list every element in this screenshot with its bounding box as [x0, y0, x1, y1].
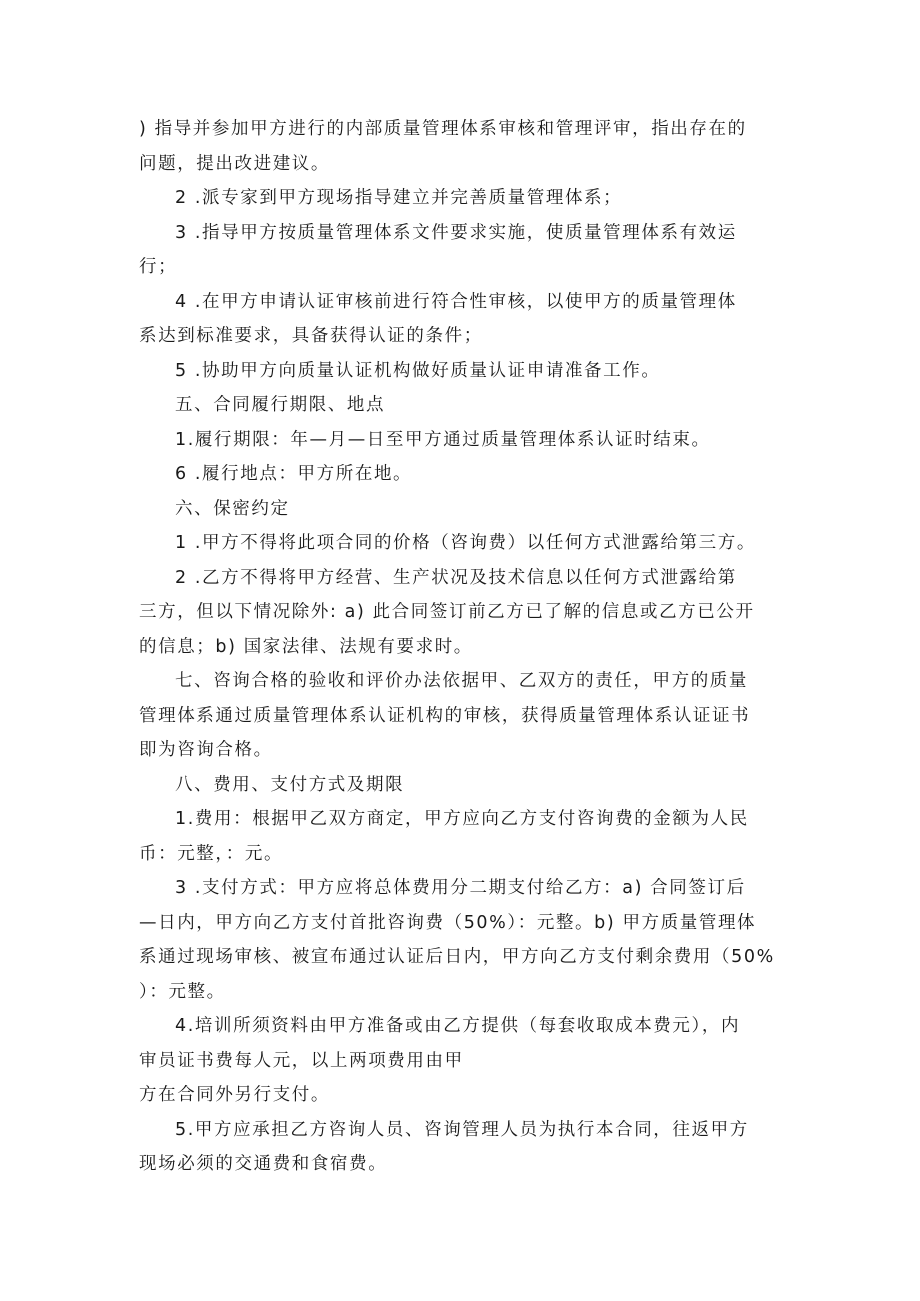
text-line: 六、保密约定 — [175, 498, 290, 519]
text-line: 的信息；b) 国家法律、法规有要求时。 — [139, 636, 473, 657]
text-line: —日内，甲方向乙方支付首批咨询费（50%）：元整。b) 甲方质量管理体 — [139, 912, 757, 933]
paragraph-p14 — [139, 802, 789, 871]
text-line: 4.培训所须资料由甲方准备或由乙方提供（每套收取成本费元），内 — [175, 1016, 741, 1036]
text-line: 1.履行期限：年—月—日至甲方通过质量管理体系认证时结束。 — [175, 429, 711, 450]
paragraph-p1 — [139, 112, 789, 181]
paragraph-p16 — [139, 1009, 789, 1113]
paragraph-p15 — [139, 871, 789, 1009]
paragraph-p12 — [139, 664, 789, 768]
text-line: 问题，提出改进建议。 — [139, 153, 330, 174]
text-line: 系达到标准要求，具备获得认证的条件； — [139, 326, 483, 346]
text-line: 八、费用、支付方式及期限 — [175, 774, 405, 795]
text-line: 现场必须的交通费和食宿费。 — [139, 1154, 388, 1174]
text-line: 5.甲方应承担乙方咨询人员、咨询管理人员为执行本合同，往返甲方 — [175, 1119, 749, 1140]
text-line: 1 .甲方不得将此项合同的价格（咨询费）以任何方式泄露给第三方。 — [175, 533, 756, 553]
text-line: 五、合同履行期限、地点 — [175, 395, 386, 415]
text-line: 3 .支付方式：甲方应将总体费用分二期支付给乙方：a) 合同签订后 — [175, 878, 746, 898]
text-line: 系通过现场审核、被宣布通过认证后日内，甲方向乙方支付剩余费用（50% — [139, 947, 775, 967]
paragraph-p4 — [139, 285, 789, 354]
text-line: 3 .指导甲方按质量管理体系文件要求实施，使质量管理体系有效运 — [175, 222, 737, 243]
text-line: 七、咨询合格的验收和评价办法依据甲、乙双方的责任，甲方的质量 — [175, 671, 748, 691]
text-line: 币：元整，：元。 — [139, 843, 284, 864]
text-line: ) 指导并参加甲方进行的内部质量管理体系审核和管理评审，指出存在的 — [139, 119, 747, 139]
paragraph-p3 — [139, 216, 789, 285]
paragraph-p9 — [139, 492, 789, 527]
text-line: 5 .协助甲方向质量认证机构做好质量认证申请准备工作。 — [175, 360, 661, 381]
document-body — [139, 112, 789, 1182]
paragraph-p7 — [139, 423, 789, 458]
text-line: 三方，但以下情况除外: a) 此合同签订前乙方已了解的信息或乙方已公开 — [139, 602, 755, 622]
text-line: 6 .履行地点：甲方所在地。 — [175, 464, 413, 484]
paragraph-p8 — [139, 457, 789, 492]
text-line: 2 .派专家到甲方现场指导建立并完善质量管理体系； — [175, 188, 623, 208]
text-line: 管理体系通过质量管理体系认证机构的审核，获得质量管理体系认证证书 — [139, 705, 751, 726]
text-line: 1.费用：根据甲乙双方商定，甲方应向乙方支付咨询费的金额为人民 — [175, 809, 749, 829]
text-line: 方在合同外另行支付。 — [139, 1085, 330, 1105]
text-line: 4 .在甲方申请认证审核前进行符合性审核，以使甲方的质量管理体 — [175, 291, 737, 312]
paragraph-p13 — [139, 768, 789, 803]
text-line: 审员证书费每人元，以上两项费用由甲 — [139, 1050, 464, 1071]
paragraph-p6 — [139, 388, 789, 423]
paragraph-p2 — [139, 181, 789, 216]
paragraph-p10 — [139, 526, 789, 561]
text-line: 行； — [139, 257, 178, 277]
text-line: 2 .乙方不得将甲方经营、生产状况及技术信息以任何方式泄露给第 — [175, 567, 737, 588]
paragraph-p5 — [139, 354, 789, 389]
text-line: ）：元整。 — [139, 981, 226, 1002]
paragraph-p11 — [139, 561, 789, 665]
text-line: 即为咨询合格。 — [139, 740, 273, 760]
paragraph-p17 — [139, 1113, 789, 1182]
